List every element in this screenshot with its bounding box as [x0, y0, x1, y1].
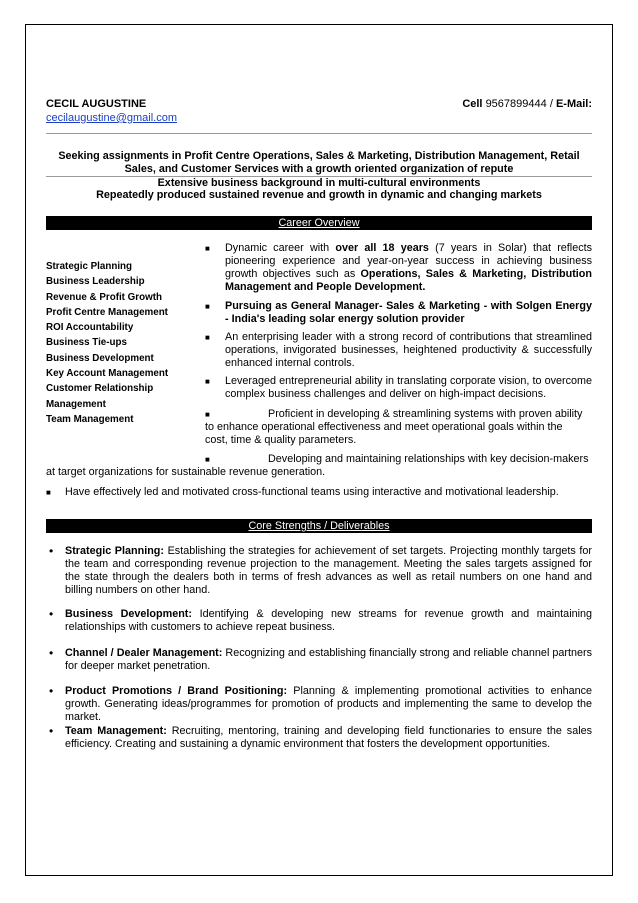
objective-line-3: Extensive business background in multi-cultural environments	[157, 177, 481, 189]
strength-title: Team Management:	[65, 725, 167, 737]
overview-bullet-5-line-3: cost, time & quality parameters.	[205, 434, 357, 446]
candidate-name: CECIL AUGUSTINE	[46, 98, 147, 110]
skills-list	[46, 259, 196, 427]
core-strengths-heading-text: Core Strengths / Deliverables	[248, 520, 390, 532]
skill-item: Business Leadership	[46, 276, 145, 288]
round-bullet-icon: •	[49, 607, 54, 621]
square-bullet-icon: ■	[205, 377, 210, 386]
overview-bullet-5-line-1: Proficient in developing & streamlining systems with proven ability	[268, 408, 583, 420]
square-bullet-icon: ■	[205, 455, 210, 464]
overview-bullet-1-pre: Dynamic career with	[225, 242, 336, 254]
email-label: E-Mail:	[555, 98, 592, 110]
strength-text: Planning & implementing promotional activities to enhance growth. Generating ideas/programmes for promotion of products and implementing the same to develop the market.	[65, 685, 592, 723]
overview-bullet-4: Leveraged entrepreneurial ability in translating corporate vision, to overcome complex business challenges and deliver on high-impact decisions.	[225, 375, 592, 400]
overview-bullet-6-line-1: Developing and maintaining relationships with key decision-makers	[268, 453, 589, 465]
square-bullet-icon: ■	[205, 244, 210, 253]
strength-title: Strategic Planning:	[65, 545, 164, 557]
round-bullet-icon: •	[49, 646, 54, 660]
skill-item: Revenue & Profit Growth	[46, 291, 162, 303]
header-divider	[46, 133, 592, 134]
strength-title: Channel / Dealer Management:	[65, 647, 223, 659]
email-link[interactable]: cecilaugustine@gmail.com	[46, 112, 178, 124]
overview-bullet-1	[225, 242, 592, 294]
round-bullet-icon: •	[49, 544, 54, 558]
skill-item: Strategic Planning	[46, 261, 133, 272]
objective-line-2: Sales, and Customer Services with a growth oriented organization of repute	[124, 163, 514, 175]
overview-bullet-1-mid: (7 years in Solar) that reflects pioneering experience and year-on-year success in achieving business growth objectives such as	[225, 242, 592, 280]
strength-item-team-management	[65, 725, 592, 751]
cell-number: 9567899444	[485, 98, 547, 110]
strength-text: Recruiting, mentoring, training and developing field functionaries to ensure the sales efficiency. Creating and sustaining a dynamic environment that fosters the development opportunities.	[65, 725, 592, 750]
overview-bullet-3: An enterprising leader with a strong record of contributions that streamlined operations, invigorated businesses, heightened productivity & successfully enhanced internal controls.	[225, 331, 592, 369]
strength-item-strategic-planning	[65, 545, 592, 597]
objective-line-4: Repeatedly produced sustained revenue and growth in dynamic and changing markets	[96, 189, 542, 201]
strength-item-channel-management	[65, 647, 592, 673]
skill-item: Business Development	[46, 352, 154, 364]
skill-item: Profit Centre Management	[46, 306, 168, 318]
overview-bullet-5-line-2: to enhance operational effectiveness and meet operational goals within the	[205, 421, 563, 433]
overview-bullet-1-focus: Operations, Sales & Marketing, Distribution Management and People Development.	[225, 268, 592, 293]
skill-item: Team Management	[46, 413, 134, 425]
strength-text: Recognizing and establishing financially strong and reliable channel partners for deeper market penetration.	[65, 647, 593, 672]
round-bullet-icon: •	[49, 684, 54, 698]
strength-item-product-promotions	[65, 685, 592, 724]
square-bullet-icon: ■	[46, 488, 51, 497]
contact-line	[462, 98, 592, 110]
strength-title: Business Development:	[65, 608, 192, 620]
skill-item: Customer Relationship	[46, 383, 154, 395]
overview-bullet-2: Pursuing as General Manager- Sales & Marketing - with Solgen Energy - India's leading solar energy solution provider	[225, 300, 592, 325]
strength-text: Establishing the strategies for achievement of set targets. Projecting monthly targets for the team and corresponding revenue projection to the management. Meeting the sales targets assigned for the state through the dealers both in terms of fresh advances as well as retail numbers on one hand and billing numbers on other hand.	[65, 545, 592, 596]
overview-bullet-1-years: over all 18 years	[335, 242, 429, 254]
skill-item: ROI Accountability	[46, 322, 134, 334]
career-overview-heading-text: Career Overview	[278, 217, 360, 229]
overview-bullet-7: Have effectively led and motivated cross-functional teams using interactive and motivational leadership.	[65, 486, 559, 498]
square-bullet-icon: ■	[205, 333, 210, 342]
strength-title: Product Promotions / Brand Positioning:	[65, 685, 288, 697]
square-bullet-icon: ■	[205, 302, 210, 311]
skill-item: Management	[46, 398, 106, 410]
objective-line-1: Seeking assignments in Profit Centre Operations, Sales & Marketing, Distribution Management, Retail	[58, 150, 580, 162]
career-overview-heading	[46, 216, 592, 230]
cell-label: Cell	[462, 98, 483, 110]
round-bullet-icon: •	[49, 724, 54, 738]
skill-item: Business Tie-ups	[46, 337, 127, 349]
contact-separator: /	[549, 98, 553, 110]
skill-item: Key Account Management	[46, 368, 169, 380]
strength-item-business-development	[65, 608, 592, 634]
core-strengths-heading	[46, 519, 592, 533]
square-bullet-icon: ■	[205, 410, 210, 419]
overview-bullet-6-line-2: at target organizations for sustainable revenue generation.	[46, 466, 326, 478]
strength-text: Identifying & developing new streams for revenue growth and maintaining relationships with customers to achieve repeat business.	[65, 608, 592, 633]
